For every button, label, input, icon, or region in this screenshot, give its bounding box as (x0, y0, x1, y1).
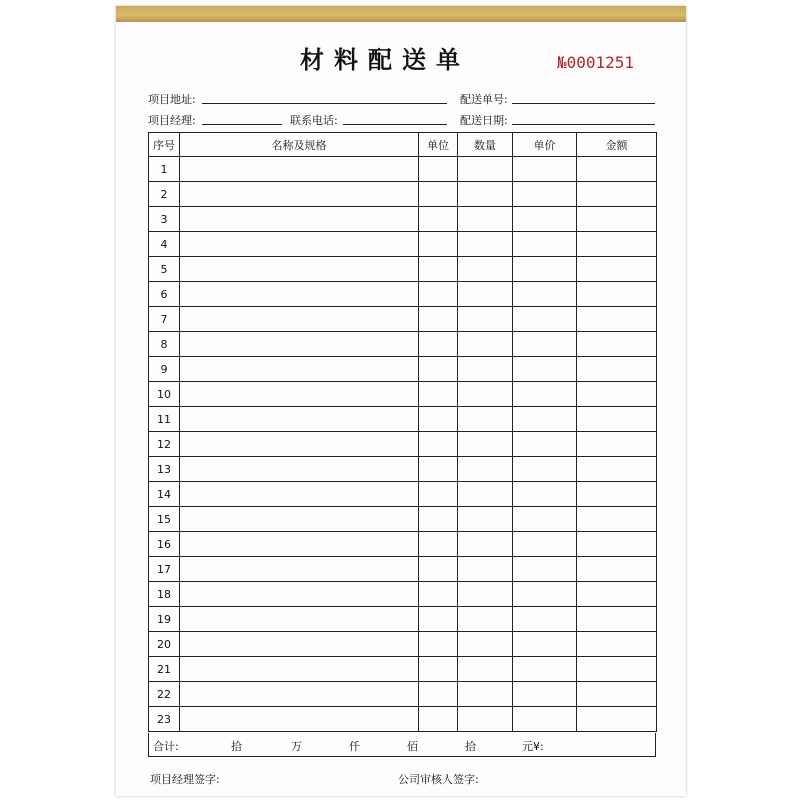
row-unit-price[interactable] (513, 307, 577, 332)
table-row (149, 332, 657, 357)
row-unit-price[interactable] (513, 657, 577, 682)
header-unit-price: 单价 (513, 133, 577, 157)
row-amount[interactable] (577, 407, 657, 432)
table-row (149, 532, 657, 557)
row-unit[interactable] (419, 557, 458, 582)
row-name-spec[interactable] (180, 432, 419, 457)
header-unit: 单位 (419, 133, 458, 157)
row-unit[interactable] (419, 307, 458, 332)
row-amount[interactable] (577, 607, 657, 632)
row-name-spec[interactable] (180, 457, 419, 482)
table-row (149, 607, 657, 632)
row-unit-price[interactable] (513, 357, 577, 382)
row-quantity[interactable] (458, 182, 513, 207)
unit-shi: 拾 (231, 740, 242, 753)
row-unit-price[interactable] (513, 157, 577, 182)
delivery-no-line[interactable] (512, 103, 655, 104)
row-seq: 7 (149, 307, 180, 332)
row-quantity[interactable] (458, 382, 513, 407)
row-amount[interactable] (577, 682, 657, 707)
unit-wan: 万 (291, 740, 302, 753)
row-amount[interactable] (577, 257, 657, 282)
row-unit[interactable] (419, 532, 458, 557)
row-seq: 17 (149, 557, 180, 582)
serial-number: №0001251 (557, 53, 635, 72)
row-amount[interactable] (577, 182, 657, 207)
row-quantity[interactable] (458, 707, 513, 732)
row-seq: 5 (149, 257, 180, 282)
row-seq: 14 (149, 482, 180, 507)
table-row (149, 457, 657, 482)
items-table (148, 132, 657, 732)
table-row (149, 582, 657, 607)
row-quantity[interactable] (458, 457, 513, 482)
row-amount[interactable] (577, 632, 657, 657)
row-seq: 23 (149, 707, 180, 732)
row-quantity[interactable] (458, 682, 513, 707)
row-name-spec[interactable] (180, 607, 419, 632)
unit-bai: 佰 (407, 740, 418, 753)
table-row (149, 507, 657, 532)
row-unit[interactable] (419, 432, 458, 457)
header-amount: 金额 (577, 133, 657, 157)
row-unit-price[interactable] (513, 707, 577, 732)
row-seq: 10 (149, 382, 180, 407)
row-quantity[interactable] (458, 282, 513, 307)
row-amount[interactable] (577, 457, 657, 482)
row-quantity[interactable] (458, 207, 513, 232)
manager-signature-label: 项目经理签字: (150, 773, 220, 786)
row-amount[interactable] (577, 207, 657, 232)
row-name-spec[interactable] (180, 482, 419, 507)
row-amount[interactable] (577, 382, 657, 407)
row-quantity[interactable] (458, 482, 513, 507)
row-amount[interactable] (577, 507, 657, 532)
row-seq: 19 (149, 607, 180, 632)
unit-shi-2: 拾 (465, 740, 476, 753)
row-seq: 20 (149, 632, 180, 657)
row-unit-price[interactable] (513, 232, 577, 257)
row-quantity[interactable] (458, 657, 513, 682)
row-unit-price[interactable] (513, 332, 577, 357)
row-seq: 21 (149, 657, 180, 682)
row-seq: 9 (149, 357, 180, 382)
table-row (149, 282, 657, 307)
project-manager-line[interactable] (202, 124, 282, 125)
table-row (149, 357, 657, 382)
table-row (149, 232, 657, 257)
yuan-label: 元¥: (522, 740, 544, 753)
total-row (148, 733, 656, 757)
row-name-spec[interactable] (180, 157, 419, 182)
row-unit[interactable] (419, 632, 458, 657)
row-seq: 22 (149, 682, 180, 707)
row-name-spec[interactable] (180, 307, 419, 332)
row-name-spec[interactable] (180, 657, 419, 682)
row-amount[interactable] (577, 482, 657, 507)
row-name-spec[interactable] (180, 632, 419, 657)
row-seq: 18 (149, 582, 180, 607)
row-unit[interactable] (419, 207, 458, 232)
row-unit[interactable] (419, 607, 458, 632)
row-name-spec[interactable] (180, 357, 419, 382)
header-quantity: 数量 (458, 133, 513, 157)
row-unit[interactable] (419, 407, 458, 432)
row-unit-price[interactable] (513, 207, 577, 232)
row-seq: 12 (149, 432, 180, 457)
row-name-spec[interactable] (180, 532, 419, 557)
row-unit[interactable] (419, 482, 458, 507)
row-unit-price[interactable] (513, 532, 577, 557)
row-unit[interactable] (419, 182, 458, 207)
row-unit-price[interactable] (513, 607, 577, 632)
row-unit-price[interactable] (513, 382, 577, 407)
row-quantity[interactable] (458, 357, 513, 382)
row-name-spec[interactable] (180, 257, 419, 282)
row-quantity[interactable] (458, 557, 513, 582)
row-name-spec[interactable] (180, 332, 419, 357)
project-address-line[interactable] (202, 103, 447, 104)
row-amount[interactable] (577, 307, 657, 332)
row-name-spec[interactable] (180, 207, 419, 232)
row-name-spec[interactable] (180, 182, 419, 207)
table-row (149, 657, 657, 682)
row-unit-price[interactable] (513, 582, 577, 607)
row-amount[interactable] (577, 707, 657, 732)
row-seq: 4 (149, 232, 180, 257)
row-quantity[interactable] (458, 582, 513, 607)
row-unit[interactable] (419, 657, 458, 682)
form-title: 材料配送单 (300, 45, 470, 74)
row-unit-price[interactable] (513, 457, 577, 482)
header-name-spec: 名称及规格 (180, 133, 419, 157)
table-row (149, 307, 657, 332)
row-seq: 3 (149, 207, 180, 232)
table-row (149, 632, 657, 657)
row-amount[interactable] (577, 332, 657, 357)
row-unit[interactable] (419, 332, 458, 357)
delivery-date-line[interactable] (512, 124, 655, 125)
row-unit[interactable] (419, 282, 458, 307)
row-name-spec[interactable] (180, 582, 419, 607)
table-header-row (149, 133, 657, 157)
row-quantity[interactable] (458, 507, 513, 532)
row-quantity[interactable] (458, 332, 513, 357)
row-unit-price[interactable] (513, 482, 577, 507)
table-row (149, 257, 657, 282)
row-quantity[interactable] (458, 257, 513, 282)
row-amount[interactable] (577, 532, 657, 557)
row-name-spec[interactable] (180, 232, 419, 257)
row-seq: 16 (149, 532, 180, 557)
row-unit-price[interactable] (513, 257, 577, 282)
row-amount[interactable] (577, 432, 657, 457)
row-name-spec[interactable] (180, 407, 419, 432)
row-quantity[interactable] (458, 232, 513, 257)
table-row (149, 182, 657, 207)
header-seq: 序号 (149, 133, 180, 157)
table-row (149, 382, 657, 407)
row-unit[interactable] (419, 582, 458, 607)
table-row (149, 407, 657, 432)
row-unit[interactable] (419, 157, 458, 182)
project-manager-label: 项目经理: (148, 114, 196, 127)
row-amount[interactable] (577, 657, 657, 682)
contact-phone-line[interactable] (343, 124, 447, 125)
unit-qian: 仟 (349, 740, 360, 753)
table-row (149, 207, 657, 232)
row-unit[interactable] (419, 707, 458, 732)
contact-phone-label: 联系电话: (290, 114, 338, 127)
row-quantity[interactable] (458, 407, 513, 432)
row-unit-price[interactable] (513, 407, 577, 432)
row-seq: 1 (149, 157, 180, 182)
row-amount[interactable] (577, 282, 657, 307)
row-unit[interactable] (419, 257, 458, 282)
row-quantity[interactable] (458, 307, 513, 332)
row-quantity[interactable] (458, 157, 513, 182)
row-unit[interactable] (419, 682, 458, 707)
delivery-date-label: 配送日期: (460, 114, 508, 127)
row-amount[interactable] (577, 557, 657, 582)
table-row (149, 432, 657, 457)
row-seq: 8 (149, 332, 180, 357)
table-row (149, 707, 657, 732)
row-unit-price[interactable] (513, 632, 577, 657)
row-unit[interactable] (419, 382, 458, 407)
row-amount[interactable] (577, 232, 657, 257)
table-row (149, 682, 657, 707)
row-name-spec[interactable] (180, 707, 419, 732)
row-unit[interactable] (419, 232, 458, 257)
auditor-signature-label: 公司审核人签字: (398, 773, 479, 786)
row-unit-price[interactable] (513, 182, 577, 207)
row-seq: 11 (149, 407, 180, 432)
row-unit[interactable] (419, 357, 458, 382)
row-seq: 15 (149, 507, 180, 532)
table-row (149, 482, 657, 507)
row-amount[interactable] (577, 157, 657, 182)
row-name-spec[interactable] (180, 282, 419, 307)
delivery-no-label: 配送单号: (460, 93, 508, 106)
row-seq: 2 (149, 182, 180, 207)
table-row (149, 557, 657, 582)
row-name-spec[interactable] (180, 557, 419, 582)
row-quantity[interactable] (458, 432, 513, 457)
row-seq: 13 (149, 457, 180, 482)
table-row (149, 157, 657, 182)
row-amount[interactable] (577, 357, 657, 382)
row-name-spec[interactable] (180, 682, 419, 707)
row-seq: 6 (149, 282, 180, 307)
row-quantity[interactable] (458, 607, 513, 632)
row-unit-price[interactable] (513, 282, 577, 307)
glue-binding-strip (116, 6, 686, 22)
row-unit[interactable] (419, 507, 458, 532)
row-unit[interactable] (419, 457, 458, 482)
total-label: 合计: (153, 740, 179, 753)
row-name-spec[interactable] (180, 507, 419, 532)
row-unit-price[interactable] (513, 507, 577, 532)
row-quantity[interactable] (458, 532, 513, 557)
row-quantity[interactable] (458, 632, 513, 657)
row-unit-price[interactable] (513, 557, 577, 582)
row-unit-price[interactable] (513, 432, 577, 457)
project-address-label: 项目地址: (148, 93, 196, 106)
row-amount[interactable] (577, 582, 657, 607)
row-name-spec[interactable] (180, 382, 419, 407)
row-unit-price[interactable] (513, 682, 577, 707)
